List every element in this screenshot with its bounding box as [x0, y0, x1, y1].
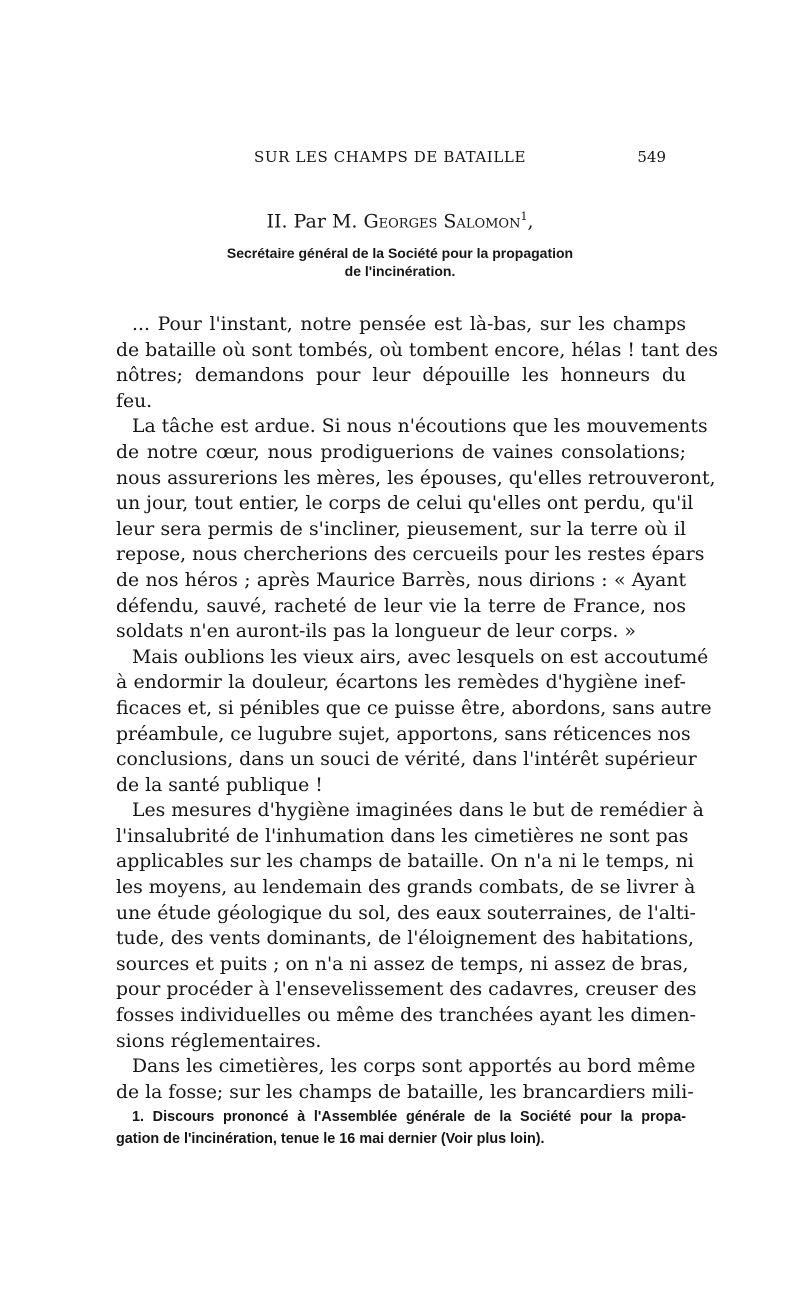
text-line: de nos héros ; après Maurice Barrès, nous dirions : « Ayant	[116, 569, 686, 591]
text-line: La tâche est ardue. Si nous n'écoutions que les mouvements	[132, 416, 708, 438]
affiliation-line: Secrétaire général de la Société pour la propagation	[226, 245, 574, 261]
text-line: sources et puits ; on n'a ni assez de temps, ni assez de bras,	[116, 953, 689, 975]
text-line: les moyens, au lendemain des grands combats, de se livrer à	[116, 877, 696, 899]
text-line: sions réglementaires.	[116, 1030, 322, 1052]
paragraph	[116, 312, 719, 414]
heading-suffix: ,	[527, 210, 534, 233]
paragraph	[116, 414, 716, 644]
footnote-ref: 1	[520, 210, 528, 223]
footnote	[116, 1106, 686, 1150]
text-line: de notre cœur, nous prodiguerions de vaines consolations;	[116, 441, 686, 463]
page-number: 549	[637, 148, 666, 166]
paragraph	[116, 645, 712, 799]
text-line: une étude géologique du sol, des eaux souterraines, de l'alti-	[116, 902, 696, 924]
section-heading	[0, 210, 800, 232]
text-line: défendu, sauvé, racheté de leur vie la terre de France, nos	[116, 595, 686, 617]
text-line: à endormir la douleur, écartons les remèdes d'hygiène inef-	[116, 672, 686, 694]
text-line: l'insalubrité de l'inhumation dans les cimetières ne sont pas	[116, 825, 689, 847]
footnote-line: 1. Discours prononcé à l'Assemblée générale de la Société pour la propa-	[132, 1109, 686, 1125]
running-head	[0, 148, 800, 172]
text-line: préambule, ce lugubre sujet, apportons, sans réticences nos	[116, 723, 691, 745]
heading-prefix: II. Par M.	[266, 210, 364, 233]
text-line: tude, des vents dominants, de l'éloignement des habitations,	[116, 928, 694, 950]
text-line: de la santé publique !	[116, 774, 323, 796]
text-line: Dans les cimetières, les corps sont apportés au bord même	[132, 1056, 696, 1078]
text-line: leur sera permis de s'incliner, pieusement, sur la terre où il	[116, 518, 686, 540]
text-line: Les mesures d'hygiène imaginées dans le but de remédier à	[132, 800, 704, 822]
text-line: de la fosse; sur les champs de bataille, les brancardiers mili-	[116, 1081, 694, 1103]
author-affiliation	[0, 244, 800, 280]
text-line: feu.	[116, 390, 153, 412]
text-line: nôtres; demandons pour leur dépouille les honneurs du	[116, 365, 686, 387]
affiliation-line: de l'incinération.	[344, 263, 456, 279]
footnote-line: gation de l'incinération, tenue le 16 mai dernier (Voir plus loin).	[116, 1131, 545, 1147]
text-line: ficaces et, si pénibles que ce puisse être, abordons, sans autre	[116, 697, 712, 719]
paragraph	[116, 1054, 696, 1105]
text-line: conclusions, dans un souci de vérité, dans l'intérêt supérieur	[116, 749, 697, 771]
body-text	[116, 312, 719, 1105]
text-line: applicables sur les champs de bataille. On n'a ni le temps, ni	[116, 851, 694, 873]
text-line: de bataille où sont tombés, où tombent encore, hélas ! tant des	[116, 339, 719, 361]
text-line: soldats n'en auront-ils pas la longueur de leur corps. »	[116, 621, 636, 643]
text-line: repose, nous chercherions des cercueils pour les restes épars	[116, 544, 705, 566]
author-name: Georges Salomon	[363, 210, 521, 233]
text-line: ... Pour l'instant, notre pensée est là-bas, sur les champs	[132, 314, 686, 335]
text-line: pour procéder à l'ensevelissement des cadavres, creuser des	[116, 979, 697, 1001]
paragraph	[116, 798, 704, 1054]
running-title: SUR LES CHAMPS DE BATAILLE	[253, 148, 526, 166]
text-line: fosses individuelles ou même des tranchées ayant les dimen-	[116, 1005, 696, 1027]
text-line: un jour, tout entier, le corps de celui qu'elles ont perdu, qu'il	[116, 493, 694, 515]
text-line: nous assurerions les mères, les épouses, qu'elles retrouveront,	[116, 467, 716, 489]
text-line: Mais oublions les vieux airs, avec lesquels on est accoutumé	[132, 646, 709, 668]
